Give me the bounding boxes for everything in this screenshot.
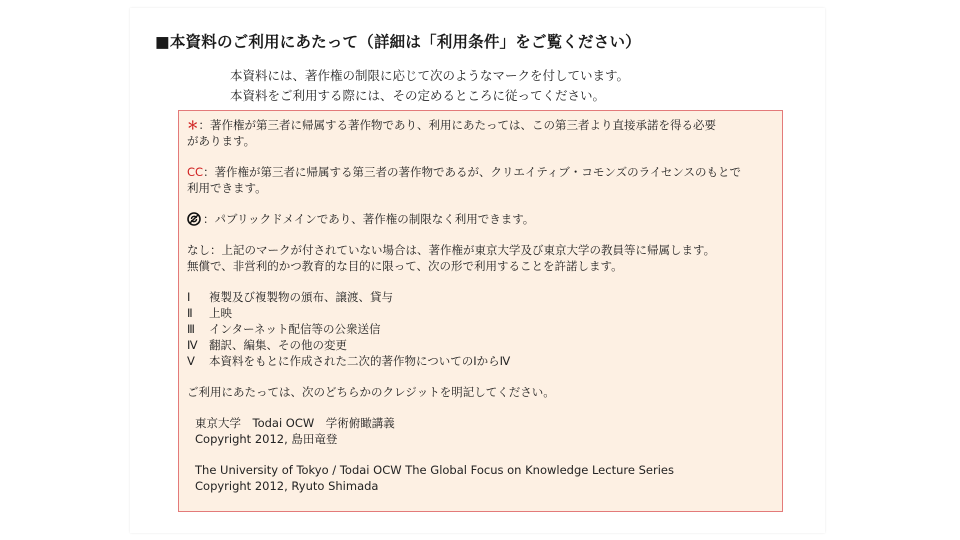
public-domain-text: ：パブリックドメインであり、著作権の制限なく利用できます。 (203, 212, 535, 226)
cc-mark-text: ：著作権が第三者に帰属する第三者の著作物であるが、クリエイティブ・コモンズのライセンスのもとで (203, 165, 742, 179)
asterisk-mark: ＊ (187, 118, 199, 132)
list-item-number: Ⅰ (187, 290, 191, 304)
list-item-number: Ⅲ (187, 322, 195, 336)
no-mark-text: なし：上記のマークが付されていない場合は、著作権が東京大学及び東京大学の教員等に帰属します。 (187, 243, 716, 257)
public-domain-icon (187, 212, 201, 226)
list-item-number: Ⅴ (187, 354, 195, 368)
list-item (187, 321, 774, 337)
cc-mark-line (187, 164, 774, 180)
list-item (187, 337, 774, 353)
intro-line: 本資料には、著作権の制限に応じて次のようなマークを付しています。 (230, 68, 630, 83)
list-item-text: 翻訳、編集、その他の変更 (209, 338, 347, 352)
list-item-number: Ⅱ (187, 306, 193, 320)
list-item (187, 305, 774, 321)
credit-line: Copyright 2012, 島田竜登 (195, 432, 338, 446)
cc-mark-text-cont: 利用できます。 (187, 181, 267, 195)
list-item (187, 353, 774, 369)
credit-line: 東京大学 Todai OCW 学術俯瞰講義 (195, 416, 395, 430)
asterisk-mark-text-cont: があります。 (187, 134, 256, 148)
page-title: ■本資料のご利用にあたって（詳細は「利用条件」をご覧ください） (155, 33, 641, 51)
list-item-number: Ⅳ (187, 338, 198, 352)
list-item-text: 複製及び複製物の頒布、譲渡、貸与 (209, 290, 393, 304)
list-item-text: 上映 (209, 306, 232, 320)
cc-mark: CC (187, 165, 204, 179)
public-domain-line (187, 211, 774, 227)
credit-line: The University of Tokyo / Todai OCW The Global Focus on Knowledge Lecture Series (195, 463, 674, 477)
credit-intro: ご利用にあたっては、次のどちらかのクレジットを明記してください。 (187, 385, 555, 399)
credit-japanese (187, 415, 774, 447)
asterisk-mark-text: ：著作権が第三者に帰属する著作物であり、利用にあたっては、この第三者より直接承諾を得る必要 (198, 118, 716, 132)
no-mark-text-cont: 無償で、非営利的かつ教育的な目的に限って、次の形で利用することを許諾します。 (187, 259, 623, 273)
intro-text (230, 66, 629, 106)
list-item-text: インターネット配信等の公衆送信 (209, 322, 381, 336)
intro-line: 本資料をご利用する際には、その定めるところに従ってください。 (230, 88, 606, 103)
asterisk-mark-line (187, 117, 774, 133)
list-item (187, 289, 774, 305)
usage-terms-box (178, 110, 783, 512)
credit-english (187, 462, 774, 494)
permitted-uses-list (187, 289, 774, 369)
credit-line: Copyright 2012, Ryuto Shimada (195, 479, 379, 493)
list-item-text: 本資料をもとに作成された二次的著作物についてのⅠからⅣ (209, 354, 511, 368)
